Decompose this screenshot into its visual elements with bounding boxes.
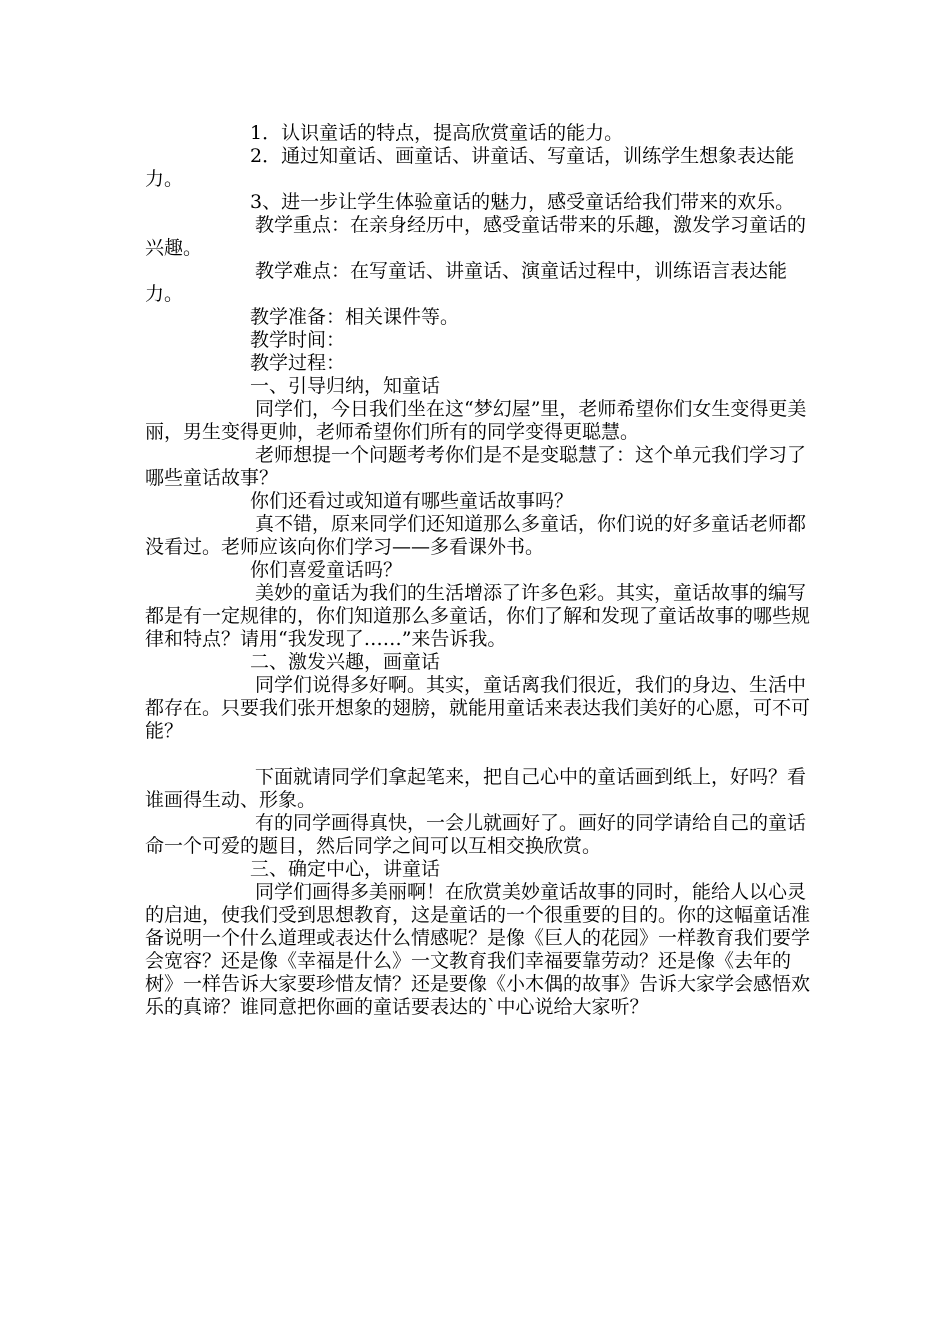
section-heading-1: 一、引导归纳，知童话 bbox=[250, 375, 441, 397]
paragraph: 老师想提一个问题考考你们是不是变聪慧了：这个单元我们学习了哪些童话故事？ bbox=[145, 444, 807, 489]
teaching-process: 教学过程： bbox=[250, 352, 346, 374]
paragraph: 同学们说得多好啊。其实，童话离我们很近，我们的身边、生活中都存在。只要我们张开想象的翅膀，就能用童话来表达我们美好的心愿，可不可能？ bbox=[145, 674, 811, 742]
section-heading-3: 三、确定中心，讲童话 bbox=[250, 858, 441, 880]
paragraph: 美妙的童话为我们的生活增添了许多色彩。其实，童话故事的编写都是有一定规律的，你们知道那么多童话，你们了解和发现了童话故事的哪些规律和特点？请用“我发现了……”来告诉我。 bbox=[145, 582, 811, 650]
paragraph: 下面就请同学们拿起笔来，把自己心中的童话画到纸上，好吗？看谁画得生动、形象。 bbox=[145, 766, 807, 811]
paragraph: 同学们，今日我们坐在这“梦幻屋”里，老师希望你们女生变得更美丽，男生变得更帅，老师希望你们所有的同学变得更聪慧。 bbox=[145, 398, 807, 443]
objective-2: 2．通过知童话、画童话、讲童话、写童话，训练学生想象表达能力。 bbox=[145, 145, 795, 190]
paragraph: 你们喜爱童话吗？ bbox=[250, 559, 403, 581]
paragraph: 你们还看过或知道有哪些童话故事吗？ bbox=[250, 490, 574, 512]
document-page bbox=[145, 122, 810, 1019]
paragraph: 同学们画得多美丽啊！在欣赏美妙童话故事的同时，能给人以心灵的启迪，使我们受到思想教育，这是童话的一个很重要的目的。你的这幅童话准备说明一个什么道理或表达什么情感呢？是像《巨人的花园》一样教育我们要学会宽容？还是像《幸福是什么》一文教育我们幸福要靠劳动？还是像《去年的树》一样告诉大家要珍惜友情？还是要像《小木偶的故事》告诉大家学会感悟欢乐的真谛？谁同意把你画的童话要表达的`中心说给大家听？ bbox=[145, 881, 811, 1018]
objective-3: 3、进一步让学生体验童话的魅力，感受童话给我们带来的欢乐。 bbox=[250, 191, 795, 213]
teaching-preparation: 教学准备：相关课件等。 bbox=[250, 306, 460, 328]
paragraph: 真不错，原来同学们还知道那么多童话，你们说的好多童话老师都没看过。老师应该向你们学习——多看课外书。 bbox=[145, 513, 807, 558]
section-heading-2: 二、激发兴趣，画童话 bbox=[250, 651, 441, 673]
paragraph: 有的同学画得真快，一会儿就画好了。画好的同学请给自己的童话命一个可爱的题目，然后同学之间可以互相交换欣赏。 bbox=[145, 812, 807, 857]
blank-line bbox=[145, 743, 810, 766]
teaching-focus: 教学重点：在亲身经历中，感受童话带来的乐趣，激发学习童话的兴趣。 bbox=[145, 214, 807, 259]
objective-1: 1．认识童话的特点，提高欣赏童话的能力。 bbox=[250, 122, 624, 144]
teaching-time: 教学时间： bbox=[250, 329, 346, 351]
teaching-difficulty: 教学难点：在写童话、讲童话、演童话过程中，训练语言表达能力。 bbox=[145, 260, 788, 305]
